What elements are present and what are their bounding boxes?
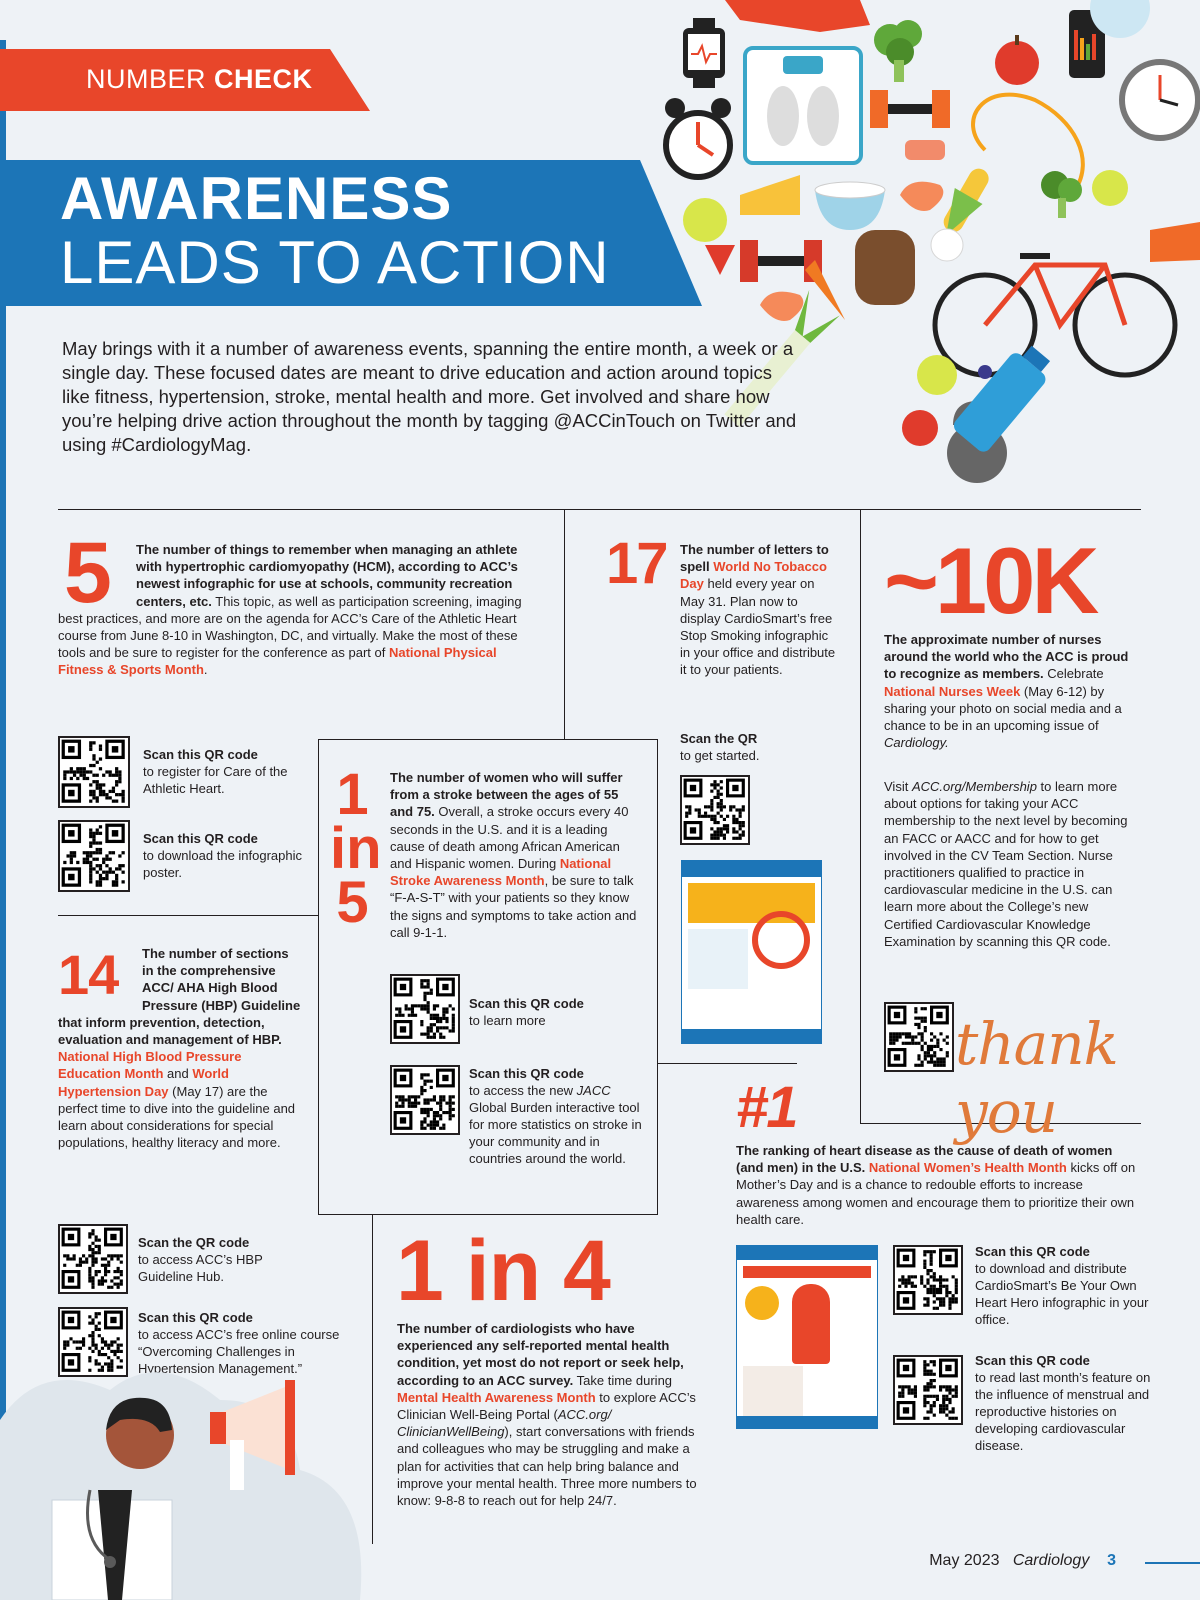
divider	[318, 1214, 657, 1215]
shrimp-icon	[900, 182, 943, 211]
thank-you-script: thank you	[955, 1010, 1118, 1146]
glove-icon	[855, 230, 915, 305]
qr-caption: Scan the QR code to access ACC’s HBP Guideline Hub.	[138, 1235, 263, 1284]
section-1-in-5-text: The number of women who will suffer from a stroke between the ages of 55 and 75. Overall, a stroke occurs every 40 seconds in the U.S. and it is a leading cause of death among African American and Hispanic women. During National Stroke Awareness Month, be sure to talk “F-A-S-T” with your patients so they know the signs and symptoms to take action and call 9-1-1.	[390, 770, 637, 940]
section-1-in-4-text: The number of cardiologists who have experienced any self-reported mental health condition, yet most do not report or seek help, according to an ACC survey. Take time during Mental Health Awareness Month to explore ACC’s Clinician Well-Being Portal (ACC.org/ ClinicianWellBeing), start conversations with friends and colleagues who may be struggling and make a plan for activities that can help bring balance and improve your mental health. Three more numbers to know: 9-8-8 to reach out for help 24/7.	[397, 1321, 697, 1509]
divider	[318, 739, 319, 1215]
section-1-text: The ranking of heart disease as the cause of death of women (and men) in the U.S. National Women’s Health Month kicks off on Mother’s Day and is a chance to redouble efforts to increase awareness among women and encourage them to prioritize their own health care.	[736, 1143, 1136, 1227]
qr-code[interactable]	[58, 736, 130, 808]
section-10k-membership: Visit ACC.org/Membership to learn more about options for taking your ACC membership to the next level by becoming an FACC or AACC and for how to get involved in the CV Team Section. Nurse practitioners qualified to practice in cardiovascular medicine in the U.S. can learn more about the College’s new Certified Cardiovascular Knowledge Examination by scanning this QR code.	[884, 779, 1128, 949]
qr-code[interactable]	[58, 1224, 128, 1294]
apple-icon	[995, 35, 1039, 85]
broccoli-icon	[874, 20, 922, 82]
qr-code[interactable]	[680, 775, 750, 845]
qr-caption: Scan this QR code to learn more	[469, 996, 584, 1028]
divider	[860, 510, 861, 1124]
qr-code[interactable]	[893, 1355, 963, 1425]
page-title-line2: LEADS TO ACTION	[60, 229, 610, 296]
doctor-megaphone-illustration	[0, 1360, 370, 1600]
qr-code[interactable]	[390, 1065, 460, 1135]
section-10k-text: The approximate number of nurses around the world who the ACC is proud to recognize as members. Celebrate National Nurses Week (May 6-12) by sharing your photo on social media and a chance to be in an upcoming issue of Cardiology.	[884, 632, 1129, 751]
section-14-text: The number of sections in the comprehensive ACC/ AHA High Blood Pressure (HBP) Guideline that inform prevention, detection, evaluation and management of HBP. National High Blood Pressure Education Month and World Hypertension Day (May 17) are the perfect time to dive into the guideline and learn about considerations for special populations, healthy literacy and more.	[58, 946, 301, 1151]
divider	[372, 1214, 373, 1544]
stat-number-1-in-4: 1 in 4	[396, 1223, 610, 1319]
alarm-clock-icon	[665, 98, 731, 177]
divider	[657, 739, 658, 1215]
qr-code[interactable]	[390, 974, 460, 1044]
intro-paragraph: May brings with it a number of awareness events, spanning the entire month, a week or a single day. These focused dates are meant to drive education and action around topics like fitness, hypertension, stroke, mental health and more. Get involved and share how you’re helping drive action throughout the month by tagging @ACCinTouch on Twitter and using #CardiologyMag.	[62, 338, 797, 455]
qr-code[interactable]	[58, 820, 130, 892]
smartwatch-icon	[683, 18, 725, 88]
bowl-icon	[815, 182, 885, 230]
qr-caption: Scan this QR code to download the infographic poster.	[143, 831, 303, 880]
qr-caption: Scan this QR code to register for Care of the Athletic Heart.	[143, 747, 288, 796]
fish-icon	[905, 140, 945, 160]
qr-caption: Scan this QR code to access the new JACC Global Burden interactive tool for more statistics on stroke in your community and in countries around the world.	[469, 1066, 642, 1166]
stat-number-17: 17	[606, 531, 667, 596]
section-5-text: The number of things to remember when managing an athlete with hypertrophic cardiomyopathy (HCM), according to ACC’s newest infographic for use at schools, community recreation centers, etc. This topic, as well as participation screening, imaging best practices, and more are on the agenda for ACC’s Care of the Athletic Heart course from June 8-10 in Washington, DC, and virtually. Make the most of these tools and be sure to register for the conference as part of National Physical Fitness & Sports Month.	[58, 542, 522, 678]
page-title-line1: AWARENESS	[60, 165, 453, 232]
divider	[564, 510, 565, 740]
qr-caption: Scan this QR code to read last month’s feature on the influence of menstrual and reproductive histories on developing cardiovascular disease.	[975, 1353, 1151, 1453]
qr-code[interactable]	[893, 1245, 963, 1315]
stat-number-10k: ~10K	[884, 528, 1096, 633]
page-footer: May 2023 Cardiology 3	[929, 1552, 1116, 1569]
stat-number-1st: #1	[736, 1075, 797, 1140]
strawberry-icon	[705, 245, 735, 275]
qr-code[interactable]	[884, 1002, 954, 1072]
section-17-text: The number of letters to spell World No Tobacco Day held every year on May 31. Plan now to display CardioSmart’s free Stop Smoking infographic in your office and distribute it to your patients.	[680, 542, 836, 678]
qr-caption: Scan this QR code to download and distribute CardioSmart’s Be Your Own Heart Hero infographic in your office.	[975, 1244, 1149, 1327]
divider	[657, 1063, 797, 1064]
stat-number-5: 5	[64, 525, 112, 621]
stat-number-1-in-5: 1 in 5	[330, 762, 382, 935]
dumbbell-icon	[870, 90, 950, 128]
stat-number-14: 14	[58, 943, 119, 1006]
divider	[58, 915, 318, 916]
heart-hero-infographic-thumbnail[interactable]	[736, 1245, 878, 1429]
qr-caption: Scan the QR to get started.	[680, 731, 760, 763]
bicycle-icon	[935, 253, 1175, 375]
tennis-ball-icon	[683, 198, 727, 242]
qr-caption: Scan this QR code to access ACC’s free online course “Overcoming Challenges in Hypertension Management.”	[138, 1310, 340, 1376]
cheese-icon	[740, 175, 800, 215]
stopwatch-icon	[1122, 62, 1198, 138]
divider	[318, 739, 657, 740]
grid-line-top	[58, 509, 1141, 510]
no-smoking-icon	[752, 911, 810, 969]
water-bottle-icon	[951, 339, 1058, 455]
number-check-label: NUMBER CHECK	[86, 64, 313, 94]
bathroom-scale-icon	[745, 48, 861, 163]
footer-rule	[1145, 1562, 1200, 1564]
stop-smoking-infographic-thumbnail[interactable]	[681, 860, 822, 1044]
